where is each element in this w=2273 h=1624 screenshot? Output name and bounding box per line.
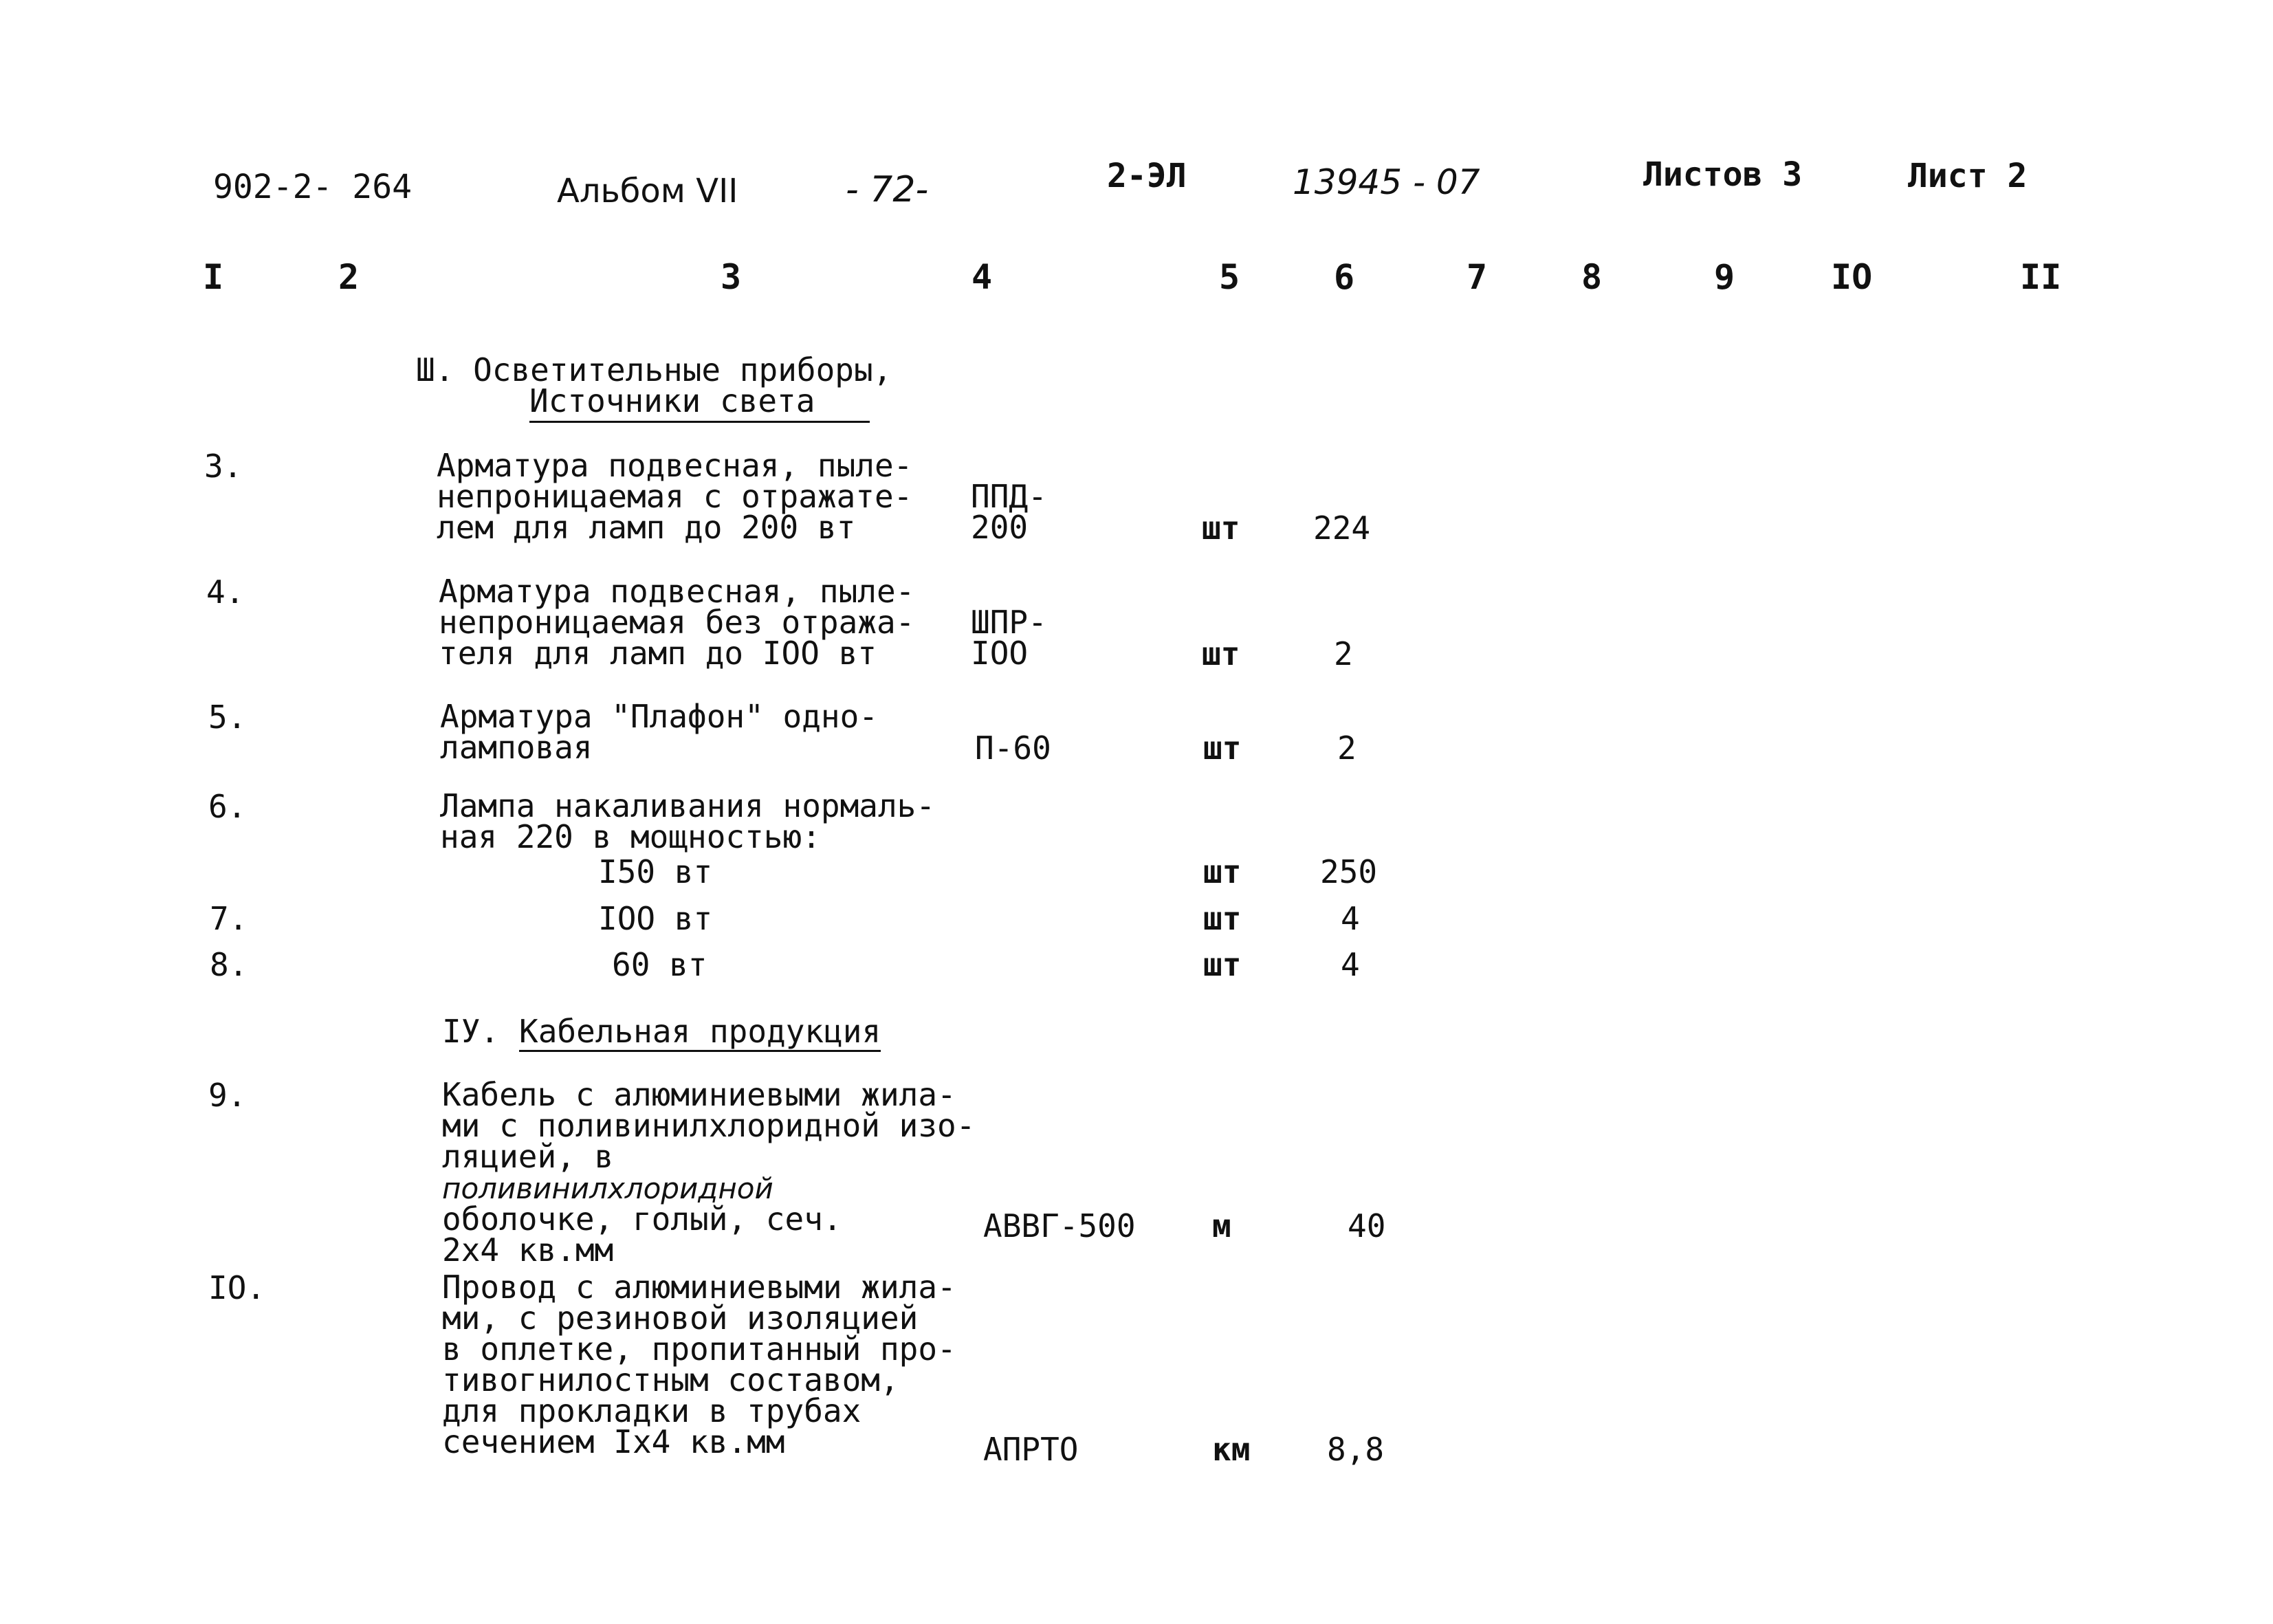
- column-number-9: 9: [1714, 257, 1735, 297]
- item-unit: км: [1212, 1431, 1251, 1468]
- project-code: 902-2- 264: [213, 168, 412, 206]
- item-description: IOO вт: [598, 900, 713, 937]
- item-description: Арматура подвесная, пыле- непроницаемая с отражате- лем для ламп до 200 вт: [437, 447, 913, 546]
- doc-number: 13945 - 07: [1293, 162, 1480, 202]
- column-number-3: 3: [721, 257, 742, 297]
- row-number: 3.: [204, 448, 243, 485]
- row-number: 6.: [208, 788, 247, 825]
- item-description: I50 вт: [598, 853, 713, 890]
- column-number-4: 4: [971, 257, 993, 297]
- column-number-5: 5: [1219, 257, 1240, 297]
- item-quantity: 40: [1348, 1207, 1386, 1244]
- album-label: Альбом VII: [557, 172, 738, 210]
- column-number-10: IO: [1831, 257, 1873, 297]
- handwritten-insert: поливинилхлоридной: [442, 1172, 773, 1205]
- column-number-11: II: [2020, 257, 2062, 297]
- item-unit: шт: [1203, 729, 1242, 767]
- column-number-7: 7: [1467, 257, 1488, 297]
- section-4-title: Кабельная продукция: [519, 1016, 881, 1052]
- item-description: Арматура подвесная, пыле- непроницаемая без отража- теля для ламп до IOO вт: [439, 573, 915, 672]
- item-code: ППД- 200: [971, 478, 1047, 546]
- column-number-6: 6: [1334, 257, 1355, 297]
- item-quantity: 8,8: [1327, 1431, 1385, 1468]
- row-number: 8.: [210, 946, 248, 983]
- section-3-title: Ш. Осветительные приборы,: [416, 351, 892, 388]
- section-4-prefix: IУ.: [442, 1013, 500, 1050]
- item-description: Арматура "Плафон" одно- ламповая: [440, 698, 878, 766]
- item-description: Провод с алюминиевыми жила- ми, с резиновой изоляцией в оплетке, пропитанный про- тивогнилостным составом, для прокладки в трубах сечением Iх4 кв.мм: [442, 1269, 956, 1460]
- item-quantity: 2: [1337, 729, 1357, 767]
- item-quantity: 4: [1341, 946, 1360, 983]
- page-number: - 72-: [846, 169, 929, 210]
- item-unit: м: [1212, 1207, 1231, 1244]
- item-quantity: 250: [1320, 853, 1378, 890]
- row-number: 4.: [206, 573, 245, 611]
- column-number-2: 2: [338, 257, 360, 297]
- item-code: ШПР- IOO: [971, 604, 1047, 672]
- row-number: 5.: [208, 699, 247, 736]
- item-description: Кабель с алюминиевыми жила- ми с поливинилхлоридной изо- ляцией, в поливинилхлоридной оболочке, голый, сеч. 2х4 кв.мм: [442, 1076, 976, 1269]
- section-code: 2-ЭЛ: [1107, 157, 1187, 195]
- row-number: 9.: [208, 1077, 247, 1114]
- item-description: Лампа накаливания нормаль- ная 220 в мощностью:: [440, 787, 936, 855]
- item-unit: шт: [1203, 853, 1242, 890]
- item-code: АВВГ-500: [983, 1207, 1136, 1244]
- sheets-total: Листов 3: [1643, 155, 1803, 194]
- item-code: АПРТО: [983, 1431, 1079, 1468]
- row-number: 7.: [210, 900, 248, 937]
- item-description: 60 вт: [612, 946, 707, 983]
- item-quantity: 2: [1334, 635, 1353, 672]
- item-quantity: 224: [1313, 509, 1371, 547]
- sheet-number: Лист 2: [1908, 157, 2028, 195]
- item-unit: шт: [1202, 635, 1240, 672]
- column-number-8: 8: [1581, 257, 1603, 297]
- column-number-1: I: [203, 257, 224, 297]
- item-code: П-60: [975, 729, 1051, 767]
- item-unit: шт: [1203, 946, 1242, 983]
- item-quantity: 4: [1341, 900, 1360, 937]
- item-unit: шт: [1203, 900, 1242, 937]
- row-number: IO.: [208, 1269, 266, 1306]
- item-unit: шт: [1202, 509, 1240, 547]
- section-3-subtitle: Источники света: [529, 385, 870, 423]
